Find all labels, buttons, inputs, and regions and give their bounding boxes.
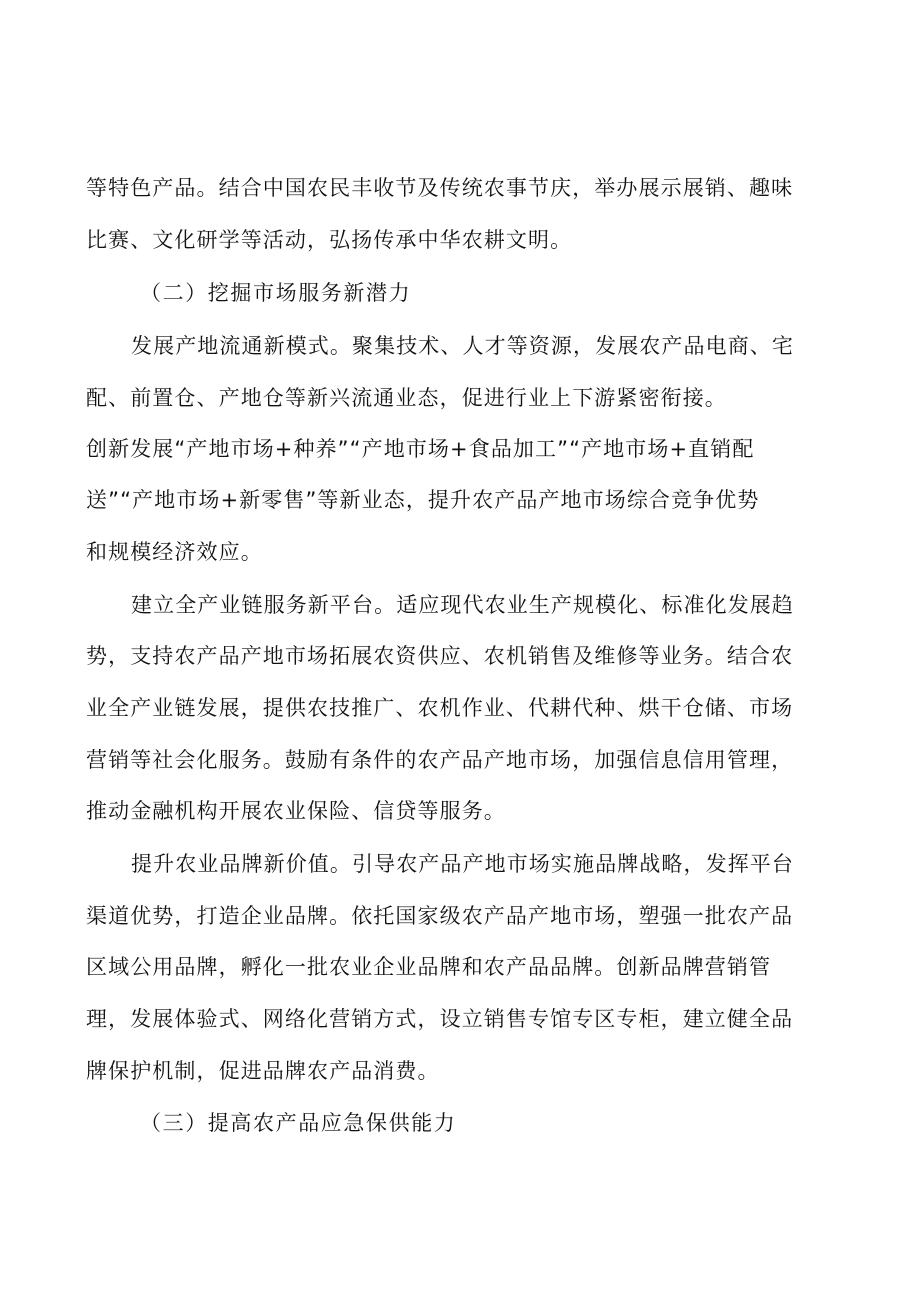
- body-text-line: 业全产业链发展，提供农技推广、农机作业、代耕代种、烘干仓储、市场: [86, 696, 794, 720]
- body-text-line: 牌保护机制，促进品牌农产品消费。: [86, 1059, 440, 1083]
- body-text-line: 比赛、文化研学等活动，弘扬传承中华农耕文明。: [86, 228, 573, 252]
- body-text-line: 和规模经济效应。: [86, 540, 263, 564]
- body-text-line: 推动金融机构开展农业保险、信贷等服务。: [86, 799, 506, 823]
- body-text-line: 配、前置仓、产地仓等新兴流通业态，促进行业上下游紧密衔接。: [86, 386, 727, 410]
- body-text-line: 等特色产品。结合中国农民丰收节及传统农事节庆，举办展示展销、趣味: [86, 176, 794, 200]
- body-text-line: 势，支持农产品产地市场拓展农资供应、农机销售及维修等业务。结合农: [86, 644, 794, 668]
- section-heading: （三）提高农产品应急保供能力: [140, 1111, 457, 1135]
- body-text-line: 渠道优势，打造企业品牌。依托国家级农产品产地市场，塑强一批农产品: [86, 904, 794, 928]
- body-text-line: 营销等社会化服务。鼓励有条件的农产品产地市场，加强信息信用管理，: [86, 748, 794, 772]
- body-text-line: 提升农业品牌新价值。引导农产品产地市场实施品牌战略，发挥平台: [131, 852, 794, 876]
- body-text-line: 区域公用品牌，孵化一批农业企业品牌和农产品品牌。创新品牌营销管: [86, 955, 772, 979]
- section-heading: （二）挖掘市场服务新潜力: [140, 281, 412, 305]
- body-text-line: 发展产地流通新模式。聚集技术、人才等资源，发展农产品电商、宅: [131, 334, 794, 358]
- body-text-line: 建立全产业链服务新平台。适应现代农业生产规模化、标准化发展趋: [131, 593, 794, 617]
- body-text-line: 理，发展体验式、网络化营销方式，设立销售专馆专区专柜，建立健全品: [86, 1007, 794, 1031]
- body-text-line: 创新发展“产地市场+种养”“产地市场+食品加工”“产地市场+直销配: [86, 437, 755, 461]
- body-text-line: 送”“产地市场+新零售”等新业态，提升农产品产地市场综合竞争优势: [86, 488, 760, 512]
